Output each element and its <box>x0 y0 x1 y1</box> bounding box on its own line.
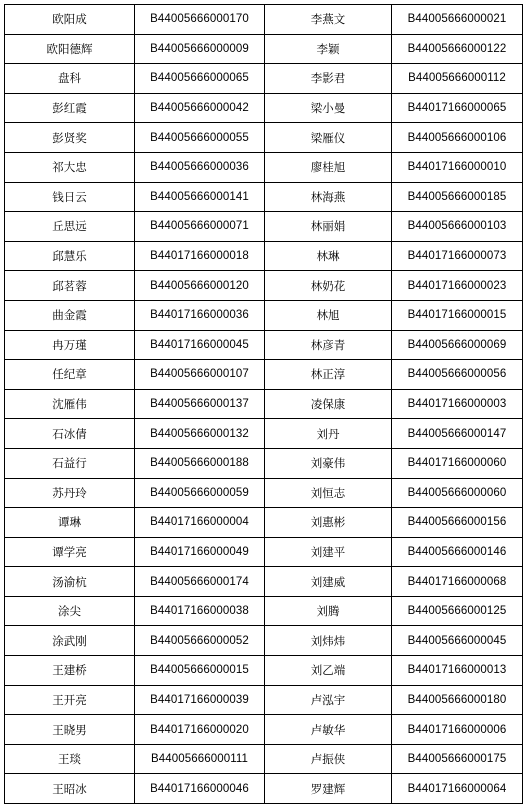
code-cell-left: B44017166000039 <box>135 685 265 715</box>
code-cell-left: B44017166000020 <box>135 715 265 745</box>
name-cell-right: 林丽娟 <box>265 212 392 242</box>
name-cell-right: 刘炜炜 <box>265 626 392 656</box>
table-row <box>5 656 523 686</box>
name-cell-left: 涂武刚 <box>5 626 135 656</box>
code-cell-left: B44005666000015 <box>135 656 265 686</box>
table-row <box>5 330 523 360</box>
code-cell-right: B44005666000185 <box>392 182 523 212</box>
name-cell-right: 林旭 <box>265 300 392 330</box>
name-cell-left: 石益行 <box>5 448 135 478</box>
table-row <box>5 212 523 242</box>
code-cell-left: B44005666000174 <box>135 567 265 597</box>
name-cell-right: 梁小曼 <box>265 93 392 123</box>
code-cell-right: B44005666000156 <box>392 508 523 538</box>
code-cell-right: B44005666000021 <box>392 5 523 35</box>
name-cell-right: 林琳 <box>265 241 392 271</box>
name-cell-right: 李颖 <box>265 34 392 64</box>
table-row <box>5 715 523 745</box>
name-cell-left: 彭红霞 <box>5 93 135 123</box>
name-cell-left: 祁大忠 <box>5 152 135 182</box>
code-cell-right: B44005666000045 <box>392 626 523 656</box>
name-cell-left: 盘科 <box>5 64 135 94</box>
code-cell-left: B44005666000071 <box>135 212 265 242</box>
table-row <box>5 271 523 301</box>
name-cell-left: 苏丹玲 <box>5 478 135 508</box>
code-cell-left: B44005666000120 <box>135 271 265 301</box>
roster-sheet <box>4 4 523 804</box>
code-cell-left: B44017166000049 <box>135 537 265 567</box>
code-cell-right: B44017166000073 <box>392 241 523 271</box>
name-cell-left: 涂尖 <box>5 596 135 626</box>
code-cell-right: B44005666000122 <box>392 34 523 64</box>
table-row <box>5 34 523 64</box>
name-cell-left: 王开亮 <box>5 685 135 715</box>
table-row <box>5 389 523 419</box>
code-cell-right: B44017166000015 <box>392 300 523 330</box>
code-cell-right: B44005666000175 <box>392 744 523 774</box>
name-cell-left: 丘思远 <box>5 212 135 242</box>
code-cell-right: B44017166000023 <box>392 271 523 301</box>
name-cell-left: 谭琳 <box>5 508 135 538</box>
table-row <box>5 596 523 626</box>
table-row <box>5 300 523 330</box>
name-cell-left: 欧阳德辉 <box>5 34 135 64</box>
table-row <box>5 448 523 478</box>
code-cell-right: B44005666000103 <box>392 212 523 242</box>
code-cell-left: B44005666000042 <box>135 93 265 123</box>
table-row <box>5 478 523 508</box>
code-cell-left: B44017166000018 <box>135 241 265 271</box>
code-cell-left: B44005666000055 <box>135 123 265 153</box>
name-cell-left: 汤渝杭 <box>5 567 135 597</box>
name-cell-right: 刘豪伟 <box>265 448 392 478</box>
table-row <box>5 626 523 656</box>
name-cell-left: 欧阳成 <box>5 5 135 35</box>
name-cell-right: 卢敏华 <box>265 715 392 745</box>
code-cell-left: B44017166000036 <box>135 300 265 330</box>
name-cell-left: 任纪章 <box>5 360 135 390</box>
table-row <box>5 567 523 597</box>
name-cell-right: 刘建威 <box>265 567 392 597</box>
name-cell-right: 刘恒志 <box>265 478 392 508</box>
code-cell-left: B44017166000038 <box>135 596 265 626</box>
code-cell-left: B44005666000059 <box>135 478 265 508</box>
table-row <box>5 241 523 271</box>
name-cell-right: 李影君 <box>265 64 392 94</box>
roster-table <box>4 4 523 804</box>
code-cell-right: B44017166000013 <box>392 656 523 686</box>
code-cell-right: B44005666000180 <box>392 685 523 715</box>
code-cell-left: B44005666000036 <box>135 152 265 182</box>
name-cell-right: 廖桂旭 <box>265 152 392 182</box>
name-cell-right: 刘腾 <box>265 596 392 626</box>
code-cell-right: B44005666000069 <box>392 330 523 360</box>
name-cell-left: 沈雁伟 <box>5 389 135 419</box>
code-cell-right: B44017166000060 <box>392 448 523 478</box>
code-cell-left: B44005666000188 <box>135 448 265 478</box>
name-cell-right: 梁雁仪 <box>265 123 392 153</box>
table-row <box>5 744 523 774</box>
table-row <box>5 5 523 35</box>
table-row <box>5 182 523 212</box>
name-cell-right: 林正淳 <box>265 360 392 390</box>
code-cell-right: B44017166000068 <box>392 567 523 597</box>
code-cell-right: B44017166000010 <box>392 152 523 182</box>
name-cell-left: 石冰倩 <box>5 419 135 449</box>
code-cell-right: B44017166000065 <box>392 93 523 123</box>
code-cell-right: B44005666000147 <box>392 419 523 449</box>
name-cell-right: 刘丹 <box>265 419 392 449</box>
code-cell-right: B44005666000125 <box>392 596 523 626</box>
name-cell-left: 冉万瑾 <box>5 330 135 360</box>
name-cell-right: 林奶花 <box>265 271 392 301</box>
name-cell-right: 凌保康 <box>265 389 392 419</box>
code-cell-left: B44005666000141 <box>135 182 265 212</box>
name-cell-right: 刘惠彬 <box>265 508 392 538</box>
code-cell-left: B44017166000045 <box>135 330 265 360</box>
name-cell-right: 卢振侠 <box>265 744 392 774</box>
name-cell-left: 谭学亮 <box>5 537 135 567</box>
code-cell-right: B44005666000060 <box>392 478 523 508</box>
name-cell-left: 曲金霞 <box>5 300 135 330</box>
code-cell-left: B44017166000046 <box>135 774 265 804</box>
table-row <box>5 93 523 123</box>
code-cell-left: B44005666000132 <box>135 419 265 449</box>
code-cell-left: B44005666000111 <box>135 744 265 774</box>
table-row <box>5 508 523 538</box>
table-row <box>5 360 523 390</box>
code-cell-left: B44005666000137 <box>135 389 265 419</box>
table-row <box>5 64 523 94</box>
name-cell-left: 邱慧乐 <box>5 241 135 271</box>
code-cell-right: B44005666000056 <box>392 360 523 390</box>
table-row <box>5 123 523 153</box>
name-cell-left: 邱茗蓉 <box>5 271 135 301</box>
table-row <box>5 419 523 449</box>
name-cell-right: 刘乙端 <box>265 656 392 686</box>
name-cell-right: 林海燕 <box>265 182 392 212</box>
code-cell-right: B44005666000106 <box>392 123 523 153</box>
code-cell-left: B44017166000004 <box>135 508 265 538</box>
code-cell-left: B44005666000052 <box>135 626 265 656</box>
name-cell-right: 李燕文 <box>265 5 392 35</box>
code-cell-right: B44005666000112 <box>392 64 523 94</box>
table-row <box>5 685 523 715</box>
roster-table-body <box>5 5 523 804</box>
name-cell-right: 林彦青 <box>265 330 392 360</box>
code-cell-right: B44005666000146 <box>392 537 523 567</box>
name-cell-left: 彭贤奖 <box>5 123 135 153</box>
name-cell-left: 王晓男 <box>5 715 135 745</box>
name-cell-left: 王琰 <box>5 744 135 774</box>
code-cell-left: B44005666000065 <box>135 64 265 94</box>
code-cell-left: B44005666000107 <box>135 360 265 390</box>
code-cell-left: B44005666000009 <box>135 34 265 64</box>
code-cell-right: B44017166000003 <box>392 389 523 419</box>
name-cell-left: 王建桥 <box>5 656 135 686</box>
code-cell-right: B44017166000006 <box>392 715 523 745</box>
table-row <box>5 537 523 567</box>
name-cell-right: 刘建平 <box>265 537 392 567</box>
code-cell-left: B44005666000170 <box>135 5 265 35</box>
name-cell-left: 钱日云 <box>5 182 135 212</box>
code-cell-right: B44017166000064 <box>392 774 523 804</box>
name-cell-left: 王昭冰 <box>5 774 135 804</box>
name-cell-right: 卢泓宇 <box>265 685 392 715</box>
table-row <box>5 774 523 804</box>
table-row <box>5 152 523 182</box>
name-cell-right: 罗建辉 <box>265 774 392 804</box>
